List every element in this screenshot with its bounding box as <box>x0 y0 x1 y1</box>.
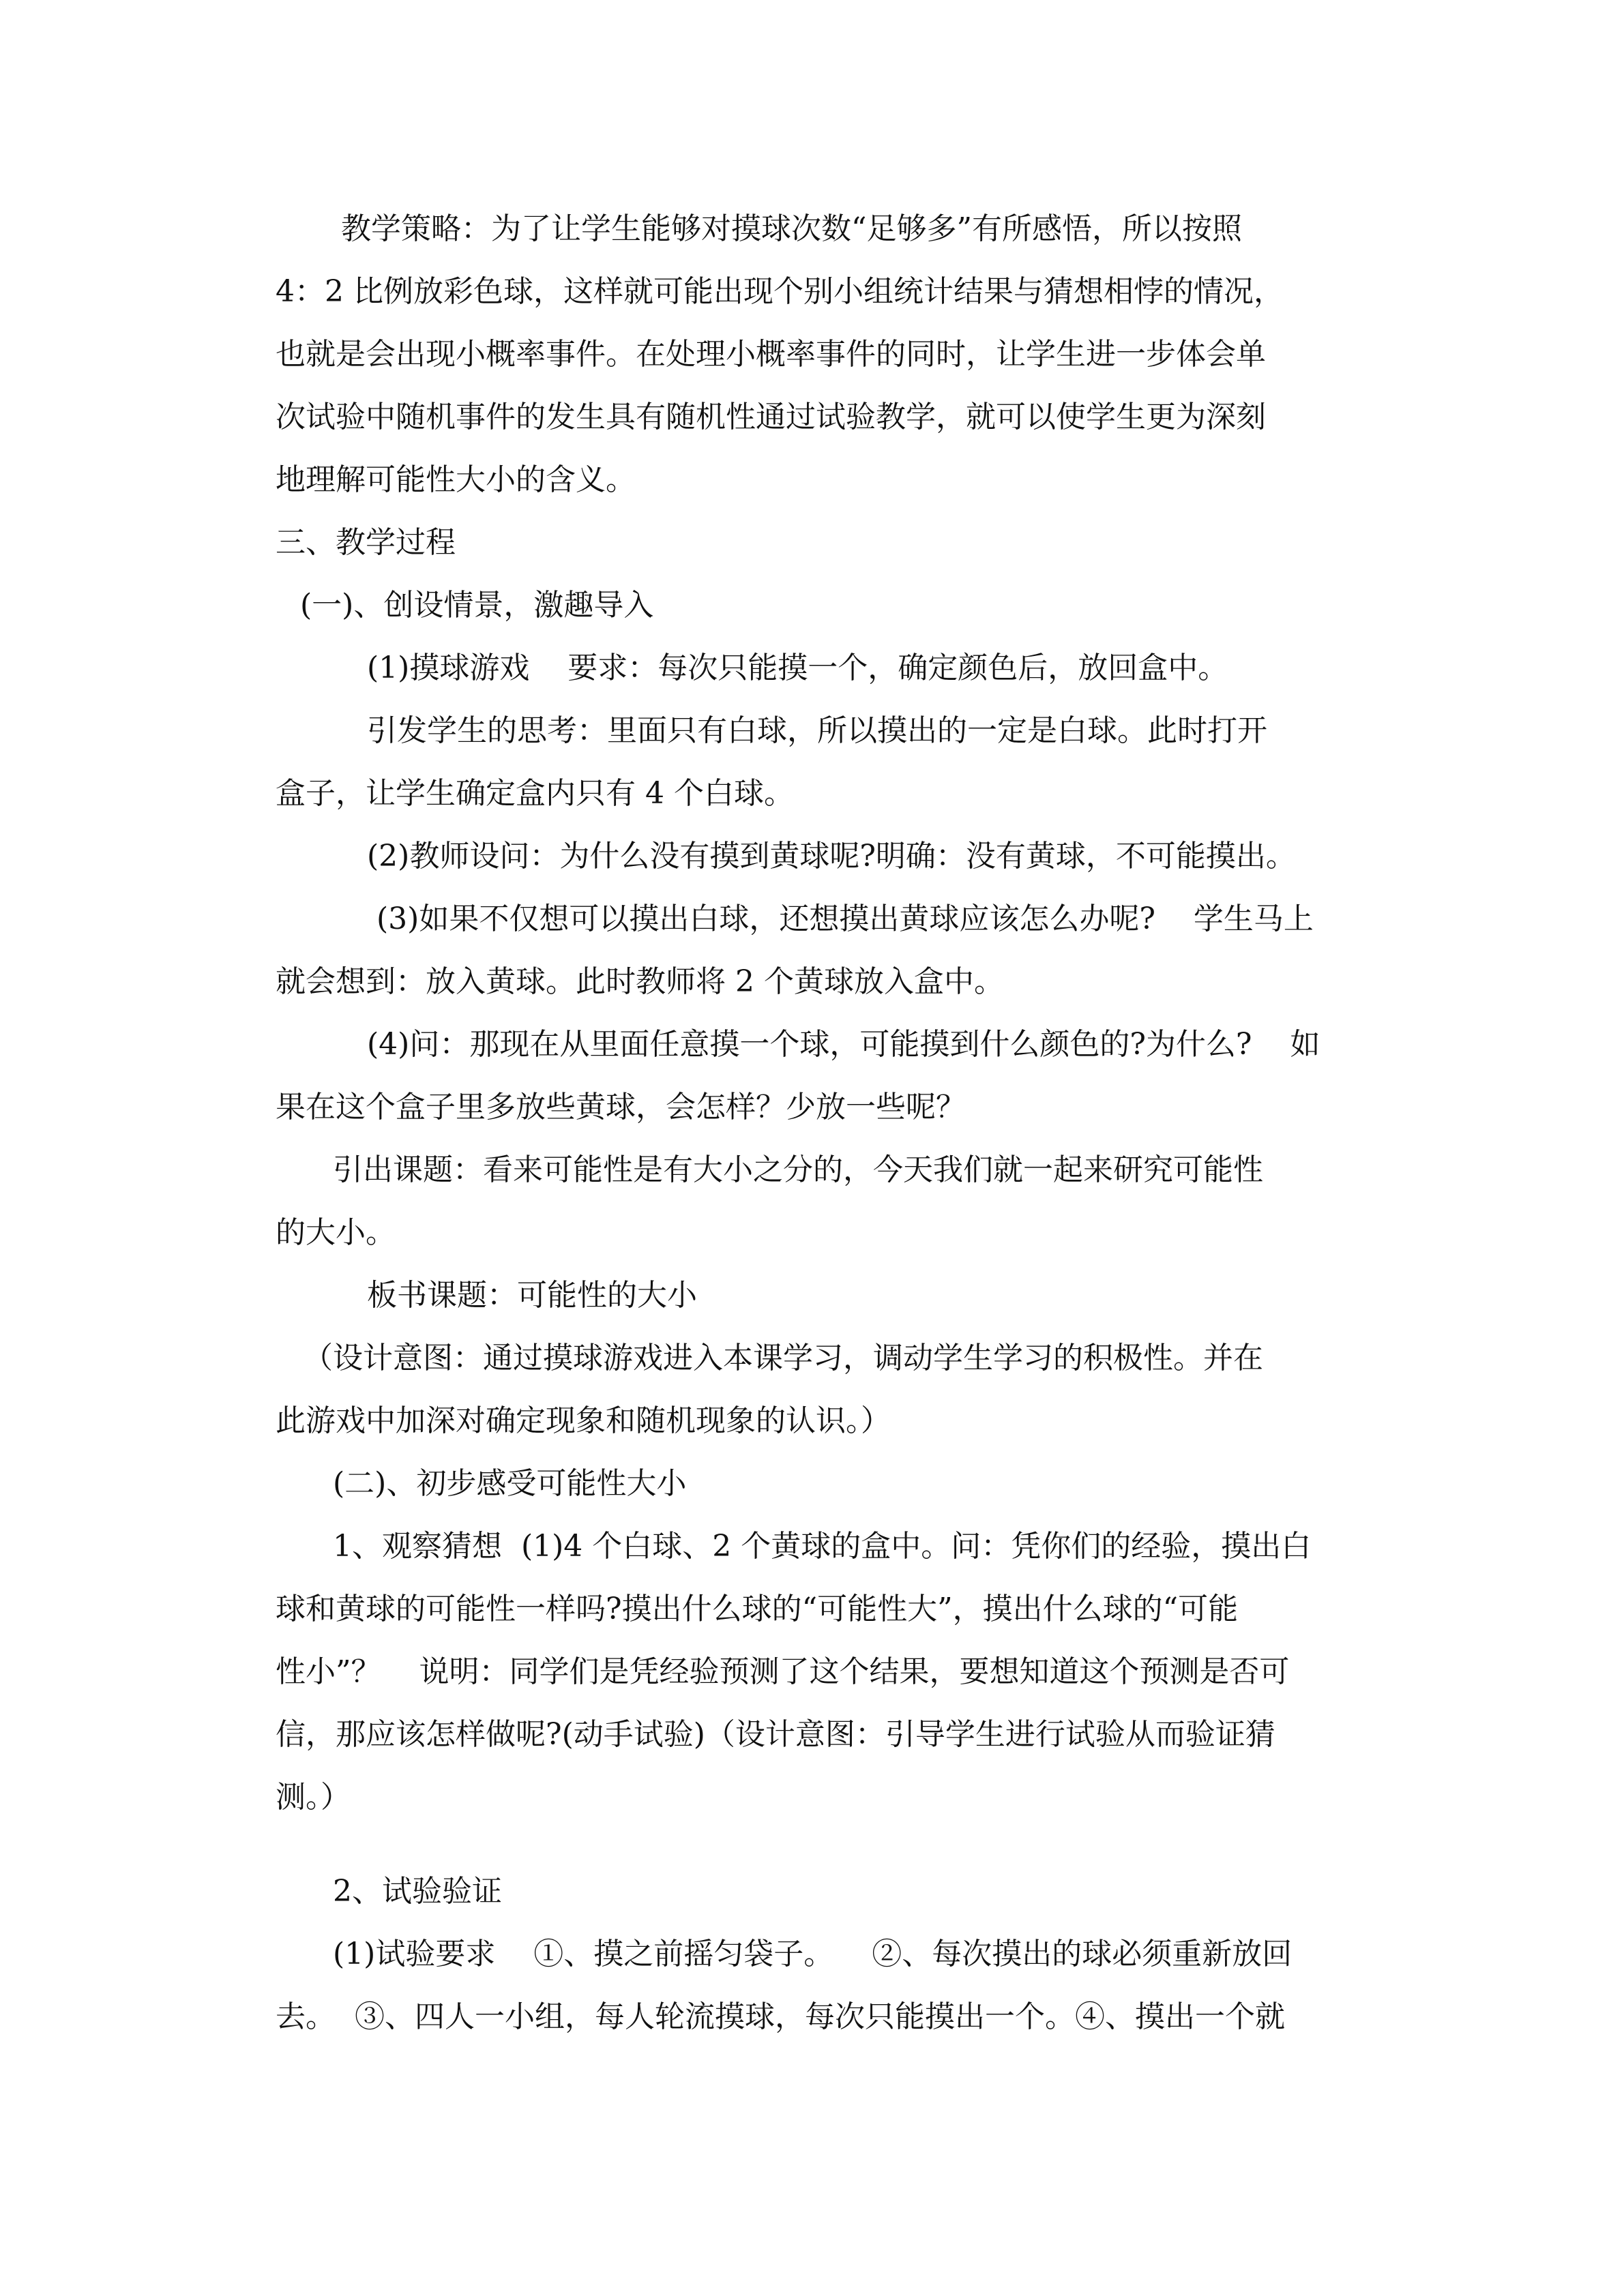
text-line: (2)教师设问：为什么没有摸到黄球呢?明确：没有黄球，不可能摸出。 <box>367 839 1296 874</box>
text-line: 1、观察猜想 (1)4 个白球、2 个黄球的盒中。问：凭你们的经验，摸出白 <box>333 1529 1312 1564</box>
section-heading: 三、教学过程 <box>276 525 456 560</box>
text-line: 就会想到：放入黄球。此时教师将 2 个黄球放入盒中。 <box>276 964 1004 999</box>
text-line: 的大小。 <box>276 1215 396 1250</box>
subsection-heading: (一)、创设情景，激趣导入 <box>300 588 654 623</box>
text-line: 盒子，让学生确定盒内只有 4 个白球。 <box>276 776 794 811</box>
text-line: 引发学生的思考：里面只有白球，所以摸出的一定是白球。此时打开 <box>367 713 1267 748</box>
subsection-heading: (二)、初步感受可能性大小 <box>333 1466 687 1501</box>
text-line: 果在这个盒子里多放些黄球，会怎样？少放一些呢？ <box>276 1090 966 1124</box>
text-line: 性小”？ 说明：同学们是凭经验预测了这个结果，要想知道这个预测是否可 <box>276 1654 1290 1689</box>
text-line: （设计意图：通过摸球游戏进入本课学习，调动学生学习的积极性。并在 <box>303 1341 1263 1375</box>
text-line: 球和黄球的可能性一样吗?摸出什么球的“可能性大”，摸出什么球的“可能 <box>276 1592 1239 1626</box>
text-line: 板书课题：可能性的大小 <box>367 1278 697 1313</box>
text-line: 测。） <box>276 1780 351 1815</box>
text-line: (1)摸球游戏 要求：每次只能摸一个，确定颜色后，放回盒中。 <box>367 651 1228 685</box>
text-line: 教学策略：为了让学生能够对摸球次数“足够多”有所感悟，所以按照 <box>341 211 1242 246</box>
text-line: 此游戏中加深对确定现象和随机现象的认识。） <box>276 1403 891 1438</box>
text-line: 引出课题：看来可能性是有大小之分的，今天我们就一起来研究可能性 <box>333 1152 1263 1187</box>
text-line: 也就是会出现小概率事件。在处理小概率事件的同时，让学生进一步体会单 <box>276 337 1266 372</box>
text-line: (1)试验要求 ①、摸之前摇匀袋子。 ②、每次摸出的球必须重新放回 <box>333 1937 1293 1971</box>
text-line: (3)如果不仅想可以摸出白球，还想摸出黄球应该怎么办呢? 学生马上 <box>377 901 1314 936</box>
text-line: 信，那应该怎样做呢?(动手试验)（设计意图：引导学生进行试验从而验证猜 <box>276 1717 1275 1752</box>
text-line: 去。 ③、四人一小组，每人轮流摸球，每次只能摸出一个。④、摸出一个就 <box>276 1999 1285 2034</box>
text-line: 地理解可能性大小的含义。 <box>276 462 636 497</box>
text-line: (4)问：那现在从里面任意摸一个球，可能摸到什么颜色的?为什么? 如 <box>367 1027 1320 1062</box>
text-line: 4：2 比例放彩色球，这样就可能出现个别小组统计结果与猜想相悖的情况， <box>276 274 1284 309</box>
text-line: 2、试验验证 <box>333 1874 502 1909</box>
text-line: 次试验中随机事件的发生具有随机性通过试验教学，就可以使学生更为深刻 <box>276 400 1266 434</box>
